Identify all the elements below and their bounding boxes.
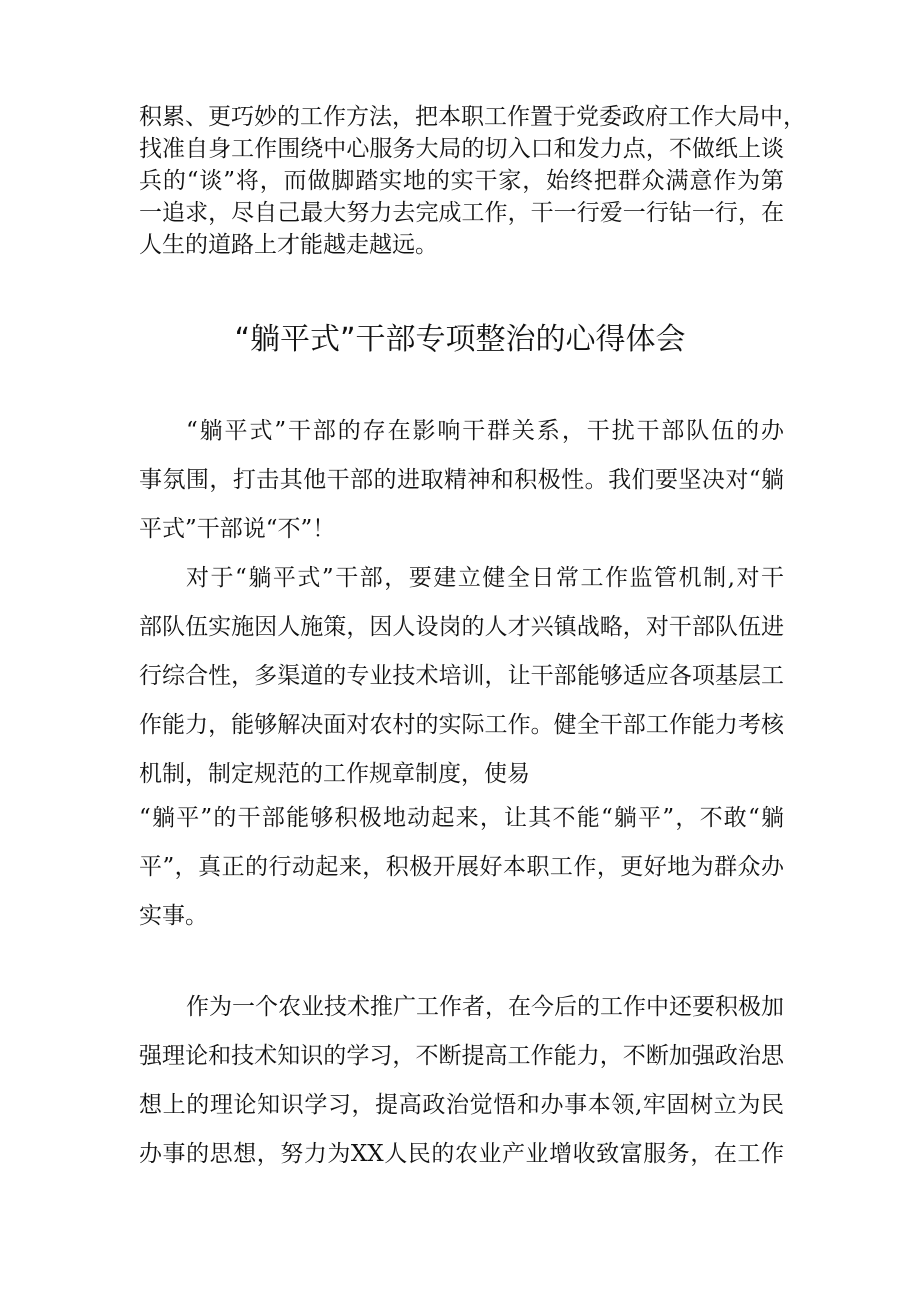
top-paragraph-line-5: 人生的道路上才能越走越远。 xyxy=(139,232,438,258)
top-paragraph-line-1: 积累、更巧妙的工作方法，把本职工作置于党委政府工作大局中， xyxy=(139,104,806,130)
paragraph-2-line-2: 部队伍实施因人施策，因人设岗的人才兴镇战略，对干部队伍进 xyxy=(139,614,784,640)
paragraph-1-line-2: 事氛围，打击其他干部的进取精神和积极性。我们要坚决对“躺 xyxy=(139,467,784,493)
paragraph-2-line-5: 机制，制定规范的工作规章制度，使易 xyxy=(139,761,530,787)
paragraph-2-line-4: 作能力，能够解决面对农村的实际工作。健全干部工作能力考核 xyxy=(139,712,784,738)
paragraph-2-line-6: “躺平”的干部能够积极地动起来，让其不能“躺平”，不敢“躺 xyxy=(139,805,784,831)
paragraph-2-line-8: 实事。 xyxy=(139,903,208,929)
paragraph-1-line-1: “躺平式”干部的存在影响干群关系，干扰干部队伍的办 xyxy=(186,418,784,444)
paragraph-3-line-2: 强理论和技术知识的学习，不断提高工作能力，不断加强政治思 xyxy=(139,1043,784,1069)
paragraph-3-line-4: 办事的思想，努力为XX人民的农业产业增收致富服务，在工作 xyxy=(139,1141,784,1167)
paragraph-3-line-1: 作为一个农业技术推广工作者，在今后的工作中还要积极加 xyxy=(186,994,784,1020)
paragraph-3-line-3: 想上的理论知识学习，提高政治觉悟和办事本领,牢固树立为民 xyxy=(139,1092,784,1118)
paragraph-2-line-1: 对于“躺平式”干部，要建立健全日常工作监管机制,对干 xyxy=(186,565,784,591)
top-paragraph-line-2: 找准自身工作围绕中心服务大局的切入口和发力点，不做纸上谈 xyxy=(139,136,784,162)
paragraph-2-line-7: 平”，真正的行动起来，积极开展好本职工作，更好地为群众办 xyxy=(139,854,784,880)
top-paragraph-line-4: 一追求，尽自己最大努力去完成工作，干一行爱一行钻一行，在 xyxy=(139,200,784,226)
paragraph-1-line-3: 平式”干部说“不”！ xyxy=(139,516,336,542)
document-title: “躺平式”干部专项整治的心得体会 xyxy=(234,322,686,357)
top-paragraph-line-3: 兵的“谈”将，而做脚踏实地的实干家，始终把群众满意作为第 xyxy=(139,168,784,194)
paragraph-2-line-3: 行综合性，多渠道的专业技术培训，让干部能够适应各项基层工 xyxy=(139,663,784,689)
